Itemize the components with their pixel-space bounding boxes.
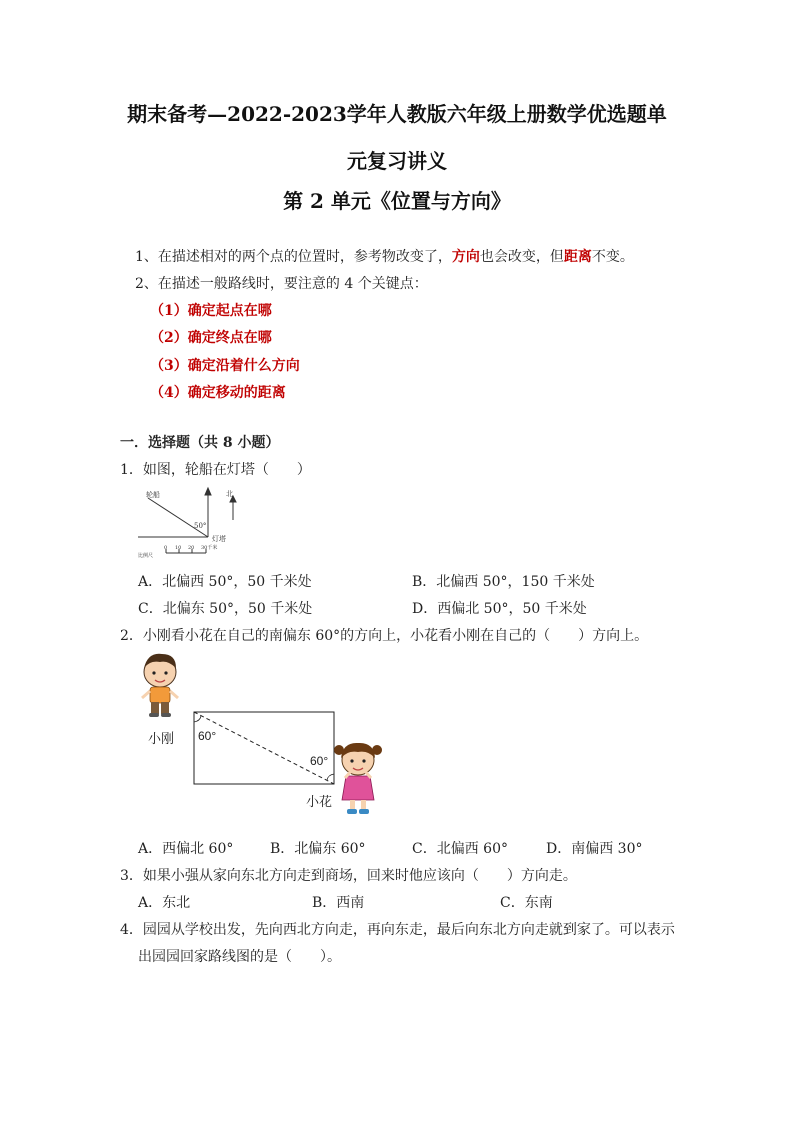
q1-option-b: B．北偏西 50°，150 千米处: [412, 574, 595, 590]
q1-stem: 1．如图，轮船在灯塔（ ）: [120, 462, 311, 478]
q2-figure: [138, 650, 388, 830]
q2-option-b: B．北偏东 60°: [270, 841, 366, 857]
key-point-2: （2）确定终点在哪: [150, 330, 272, 346]
tower-label: 灯塔: [212, 535, 226, 543]
doc-title-line2: 元复习讲义: [347, 149, 447, 173]
q2-option-d: D．南偏西 30°: [546, 841, 643, 857]
q1-option-c: C．北偏东 50°，50 千米处: [138, 601, 313, 617]
q4-stem-line2: 出园园回家路线图的是（ ）。: [138, 949, 341, 965]
north-label: 北: [226, 490, 233, 498]
q3-option-b: B．西南: [312, 895, 365, 911]
q2-option-a: A．西偏北 60°: [138, 841, 234, 857]
q1-option-a: A．北偏西 50°，50 千米处: [138, 574, 312, 590]
q2-angle-label-1: 60°: [198, 729, 217, 743]
q2-stem: 2．小刚看小花在自己的南偏东 60°的方向上，小花看小刚在自己的（ ）方向上。: [120, 628, 649, 644]
note-1-part-e: 不变。: [591, 249, 634, 265]
section-heading: 一．选择题（共 8 小题）: [120, 435, 280, 451]
q2-angle-arc-2: [327, 774, 334, 780]
q3-option-a: A．东北: [138, 895, 191, 911]
note-1: [135, 246, 634, 266]
q1-figure: [138, 485, 248, 565]
boy-label: 小刚: [148, 731, 175, 746]
boy-icon: [142, 654, 178, 717]
unit-title: 第 2 单元《位置与方向》: [283, 189, 511, 213]
ship-line: [148, 498, 208, 537]
key-point-1: （1）确定起点在哪: [150, 303, 272, 319]
q4-stem-line1: 4．园园从学校出发，先向西北方向走，再向东走，最后向东北方向走就到家了。可以表示: [120, 922, 675, 938]
scale-10: 10: [175, 545, 182, 551]
q3-option-c: C．东南: [500, 895, 553, 911]
q1-option-d: D．西偏北 50°，50 千米处: [412, 601, 587, 617]
scale-30: 30千米: [201, 545, 218, 551]
note-1-part-a: 1、在描述相对的两个点的位置时，参考物改变了，: [135, 249, 452, 265]
q2-dashed-line: [194, 712, 334, 784]
scale-0: 0: [164, 545, 168, 551]
note-1-part-c: 也会改变，但: [479, 249, 564, 265]
angle-label: 50°: [194, 522, 207, 530]
girl-label: 小花: [306, 794, 333, 809]
note-2: 2、在描述一般路线时，要注意的 4 个关键点：: [135, 276, 428, 292]
scale-20: 20: [188, 545, 195, 551]
q2-option-c: C．北偏西 60°: [412, 841, 508, 857]
scale-label: 比例尺: [138, 553, 154, 559]
note-1-direction: 方向: [451, 249, 480, 265]
q2-angle-arc-1: [194, 716, 201, 722]
north-arrow-icon: [205, 488, 211, 495]
girl-icon: [334, 743, 382, 814]
q2-angle-label-2: 60°: [310, 754, 329, 768]
q3-stem: 3．如果小强从家向东北方向走到商场，回来时他应该向（ ）方向走。: [120, 868, 577, 884]
key-point-4: （4）确定移动的距离: [150, 385, 286, 401]
doc-title-line1: 期末备考—2022-2023学年人教版六年级上册数学优选题单: [127, 102, 667, 126]
key-point-3: （3）确定沿着什么方向: [150, 358, 300, 374]
note-1-distance: 距离: [563, 249, 592, 265]
ship-label: 轮船: [146, 491, 160, 499]
